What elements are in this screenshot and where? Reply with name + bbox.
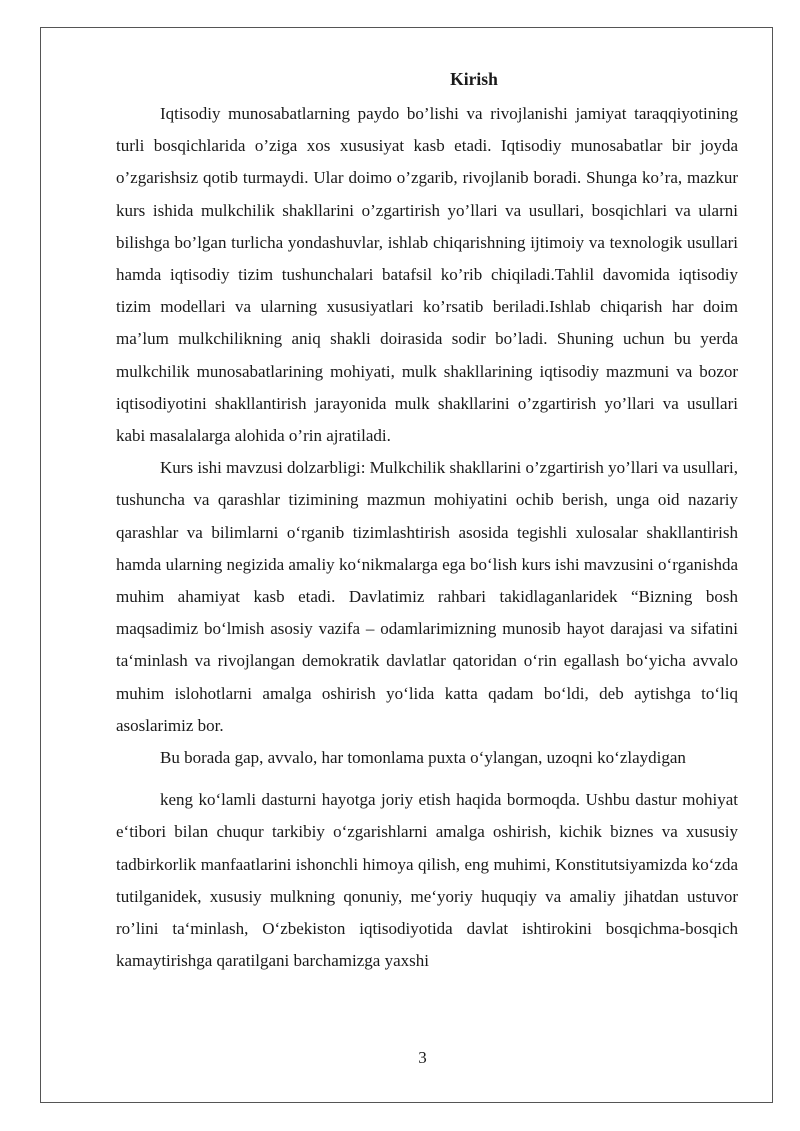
paragraph-introduction: Iqtisodiy munosabatlarning paydo bo’lishi va rivojlanishi jamiyat taraqqiyotining turli bosqichlarida o’ziga xos xususiyat kasb etadi. Iqtisodiy munosabatlar bir joyda o’zgarishsiz qotib turmaydi. Ular doimo o’zgarib, rivojlanib boradi. Shunga ko’ra, mazkur kurs ishida mulkchilik shakllarini o’zgartirish yo’llari va usullari, bosqichlari va ularni bilishga bo’lgan turlicha yondashuvlar, ishlab chiqarishning ijtimoiy va texnologik usullari hamda iqtisodiy tizim tushunchalari batafsil ko’rib chiqiladi.Tahlil davomida iqtisodiy tizim modellari va ularning xususiyatlari ko’rsatib beriladi.Ishlab chiqarish har doim ma’lum mulkchilikning aniq shakli doirasida sodir bo’ladi. Shuning uchun bu yerda mulkchilik munosabatlarining mohiyati, mulk shakllarining iqtisodiy mazmuni va bozor iqtisodiyotini shakllantirish jarayonida mulk shakllarini o’zgartirish yo’llari va usullari kabi masalalarga alohida o’rin ajratiladi. xyxy=(116,104,738,446)
paragraph-program-start: Bu borada gap, avvalo, har tomonlama puxta o‘ylangan, uzoqni ko‘zlaydigan xyxy=(160,748,686,768)
document-body xyxy=(116,66,738,977)
paragraph-relevance: Kurs ishi mavzusi dolzarbligi: Mulkchilik shakllarini o’zgartirish yo’llari va usullari, tushuncha va qarashlar tizimining mazmun mohiyatini ochib berish, unga oid nazariy qarashlar va bilimlarni o‘rganib tizimlashtirish asosida tegishli xulosalar shakllantirish hamda ularning negizida amaliy ko‘nikmalarga ega bo‘lish kurs ishi mavzusini o‘rganishda muhim ahamiyat kasb etadi. Davlatimiz rahbari takidlaganlaridek “Bizning bosh maqsadimiz bo‘lmish asosiy vazifa – odamlarimizning munosib hayot darajasi va sifatini ta‘minlash va rivojlangan demokratik davlatlar qatoridan o‘rin egallash bo‘yicha avvalo muhim islohotlarni amalga oshirish yo‘lida katta qadam bo‘ldi, deb aytishga to‘liq asoslarimiz bor. xyxy=(116,458,738,735)
section-heading: Kirish xyxy=(450,69,498,89)
paragraph-program-continued: keng ko‘lamli dasturni hayotga joriy etish haqida bormoqda. Ushbu dastur mohiyat e‘tibori bilan chuqur tarkibiy o‘zgarishlarni amalga oshirish, kichik biznes va xususiy tadbirkorlik manfaatlarini ishonchli himoya qilish, eng muhimi, Konstitutsiyamizda ko‘zda tutilganidek, xususiy mulkning qonuniy, me‘yoriy huquqiy va amaliy jihatdan ustuvor ro’lini ta‘minlash, O‘zbekiston iqtisodiyotida davlat ishtirokini bosqichma-bosqich kamaytirishga qaratilgani barchamizga yaxshi xyxy=(116,790,738,971)
page-number: 3 xyxy=(418,1048,427,1067)
